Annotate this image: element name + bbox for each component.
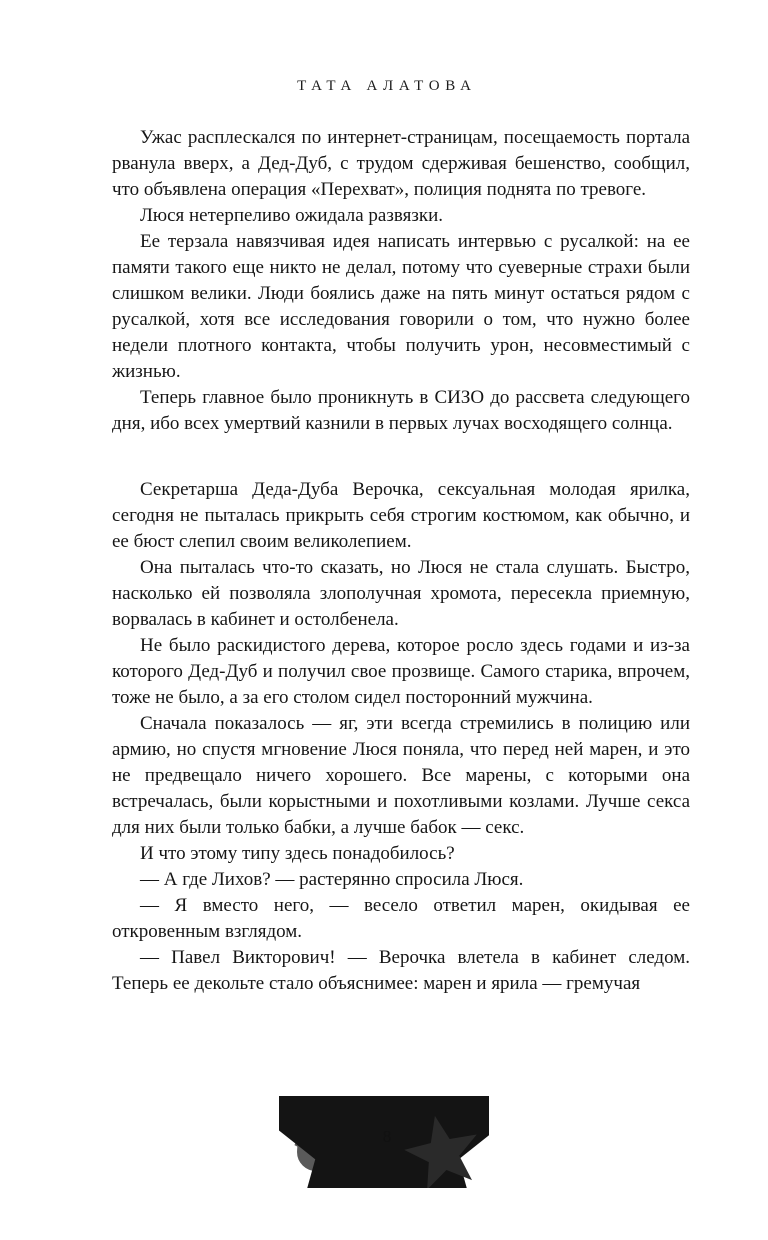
paragraph: — А где Лихов? — растерянно спросила Люся. bbox=[140, 869, 524, 890]
star-ornament-icon bbox=[279, 1096, 489, 1188]
paragraph: Секретарша Деда-Дуба Верочка, сексуальная молодая ярилка, сегодня не пыталась прикрыть себя строгим костюмом, как обычно, и ее бюст слепил своим великолепием. bbox=[112, 479, 690, 552]
paragraph: Ужас расплескался по интернет-страницам, посещаемость портала рванула вверх, а Дед-Дуб, с трудом сдерживая бешенство, сообщил, что объявлена операция «Перехват», полиция поднята по тревоге. bbox=[112, 127, 690, 200]
page-footer bbox=[0, 1096, 768, 1188]
running-head: ТАТА АЛАТОВА bbox=[297, 78, 477, 94]
paragraph: Люся нетерпеливо ожидала развязки. bbox=[140, 205, 443, 226]
paragraph: Сначала показалось — яг, эти всегда стремились в полицию или армию, но спустя мгновение Люся поняла, что перед ней марен, и это не предвещало ничего хорошего. Все марены, с которыми она встречалась, были корыстными и похотливыми козлами. Лучше секса для них были только бабки, а лучше бабок — секс. bbox=[112, 713, 690, 838]
paragraph: — Я вместо него, — весело ответил марен, окидывая ее откровенным взглядом. bbox=[112, 895, 690, 942]
paragraph: Она пыталась что-то сказать, но Люся не стала слушать. Быстро, насколько ей позволяла злополучная хромота, пересекла приемную, ворвалась в кабинет и остолбенела. bbox=[112, 557, 690, 630]
paragraph: — Павел Викторович! — Верочка влетела в кабинет следом. Теперь ее декольте стало объяснимее: марен и ярила — гремучая bbox=[112, 947, 690, 994]
page-body bbox=[112, 125, 690, 997]
paragraph: Не было раскидистого дерева, которое росло здесь годами и из-за которого Дед-Дуб и получил свое прозвище. Самого старика, впрочем, тоже не было, а за его столом сидел посторонний мужчина. bbox=[112, 635, 690, 708]
small-star-icon bbox=[428, 1139, 457, 1167]
paragraph: Теперь главное было проникнуть в СИЗО до рассвета следующего дня, ибо всех умертвий казнили в первых лучах восходящего солнца. bbox=[112, 387, 690, 434]
paragraph: Ее терзала навязчивая идея написать интервью с русалкой: на ее памяти такого еще никто не делал, потому что суеверные страхи были слишком велики. Люди боялись даже на пять минут остаться рядом с русалкой, хотя все исследования говорили о том, что нужно более недели плотного контакта, чтобы получить урон, несовместимый с жизнью. bbox=[112, 231, 690, 382]
page-number: 8 bbox=[382, 1127, 392, 1146]
paragraph: И что этому типу здесь понадобилось? bbox=[140, 843, 455, 864]
